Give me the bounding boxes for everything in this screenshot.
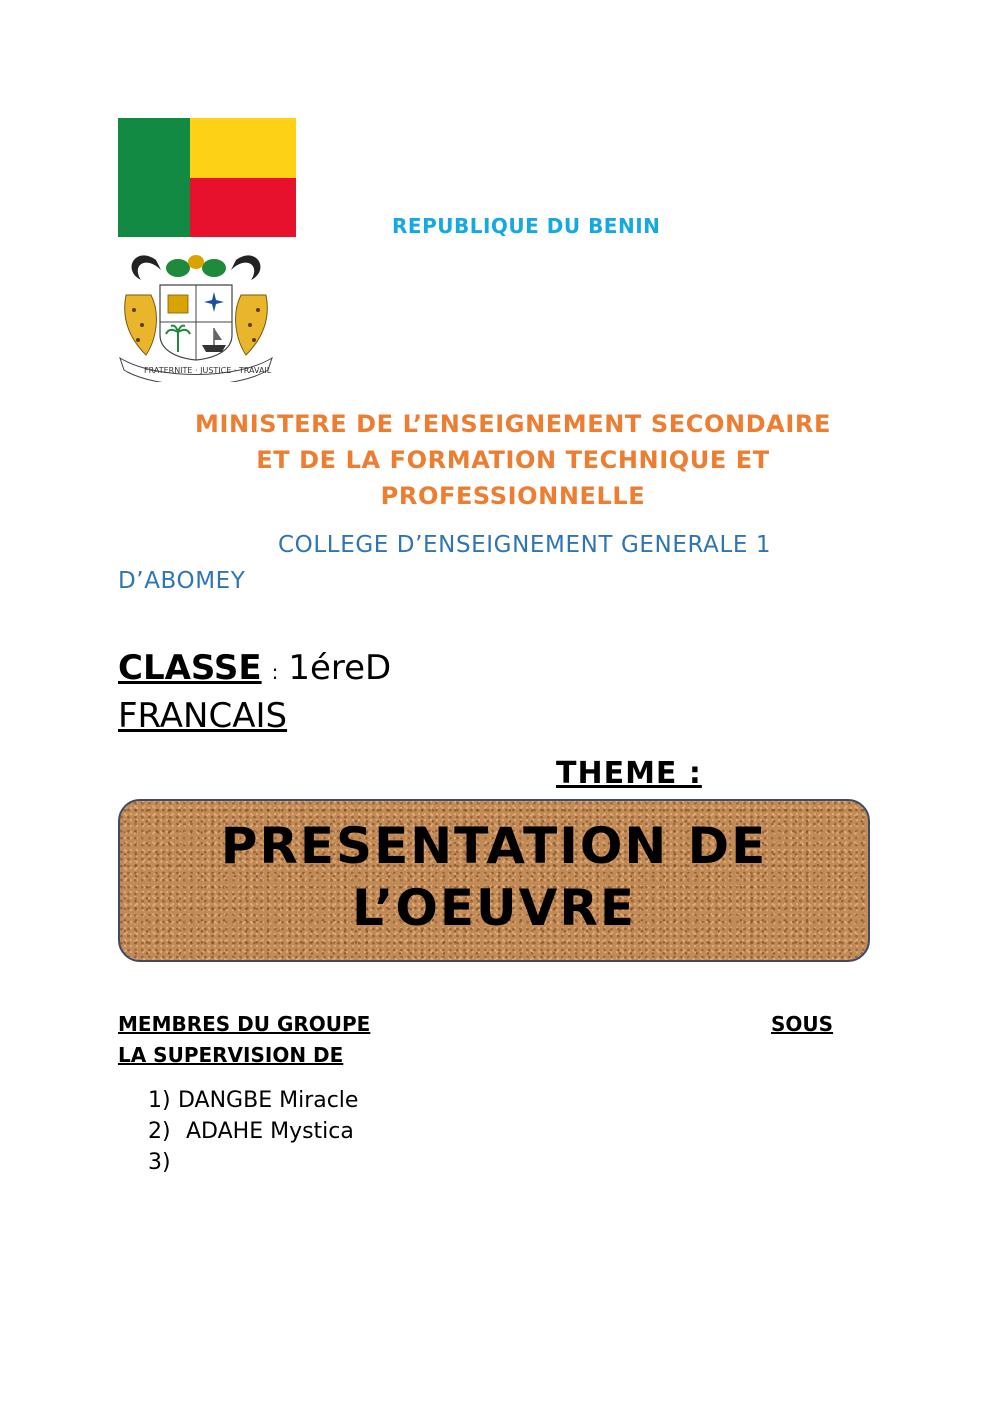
flag-green-band bbox=[118, 118, 190, 237]
list-item bbox=[148, 1116, 358, 1147]
list-item-number: 2) bbox=[148, 1119, 171, 1144]
college-name-line-1: COLLEGE D’ENSEIGNEMENT GENERALE 1 bbox=[278, 532, 772, 558]
theme-title-line-2: L’OEUVRE bbox=[352, 879, 636, 937]
ministry-heading bbox=[118, 406, 908, 514]
list-item-number: 3) bbox=[148, 1150, 171, 1175]
class-separator: : bbox=[271, 660, 279, 684]
ministry-line-3: PROFESSIONNELLE bbox=[380, 482, 646, 510]
subject-label: FRANCAIS bbox=[118, 696, 288, 736]
flag-yellow-band bbox=[190, 118, 296, 178]
list-item-name: DANGBE Miracle bbox=[178, 1088, 359, 1113]
list-item bbox=[148, 1147, 358, 1178]
supervision-label-sous: SOUS bbox=[771, 1012, 834, 1036]
list-item-name: ADAHE Mystica bbox=[186, 1119, 354, 1144]
benin-flag bbox=[118, 118, 296, 237]
theme-label: THEME : bbox=[556, 756, 702, 791]
ministry-line-1: MINISTERE DE L’ENSEIGNEMENT SECONDAIRE bbox=[195, 410, 831, 438]
class-row bbox=[118, 648, 391, 688]
republic-heading: REPUBLIQUE DU BENIN bbox=[392, 214, 661, 238]
theme-title bbox=[120, 815, 868, 939]
theme-title-line-1: PRESENTATION DE bbox=[220, 817, 768, 875]
list-item bbox=[148, 1085, 358, 1116]
ministry-line-2: ET DE LA FORMATION TECHNIQUE ET bbox=[256, 446, 770, 474]
members-list bbox=[148, 1085, 358, 1178]
supervision-label: LA SUPERVISION DE bbox=[118, 1043, 344, 1067]
theme-title-box bbox=[118, 799, 870, 962]
motto-text: FRATERNITE · JUSTICE · TRAVAIL bbox=[144, 366, 272, 375]
class-label: CLASSE bbox=[118, 648, 262, 688]
coat-of-arms-icon bbox=[116, 240, 276, 382]
flag-red-band bbox=[190, 178, 296, 237]
list-item-number: 1) bbox=[148, 1088, 171, 1113]
members-label: MEMBRES DU GROUPE bbox=[118, 1012, 371, 1036]
class-value: 1éreD bbox=[288, 648, 392, 688]
college-name-line-2: D’ABOMEY bbox=[118, 568, 246, 594]
